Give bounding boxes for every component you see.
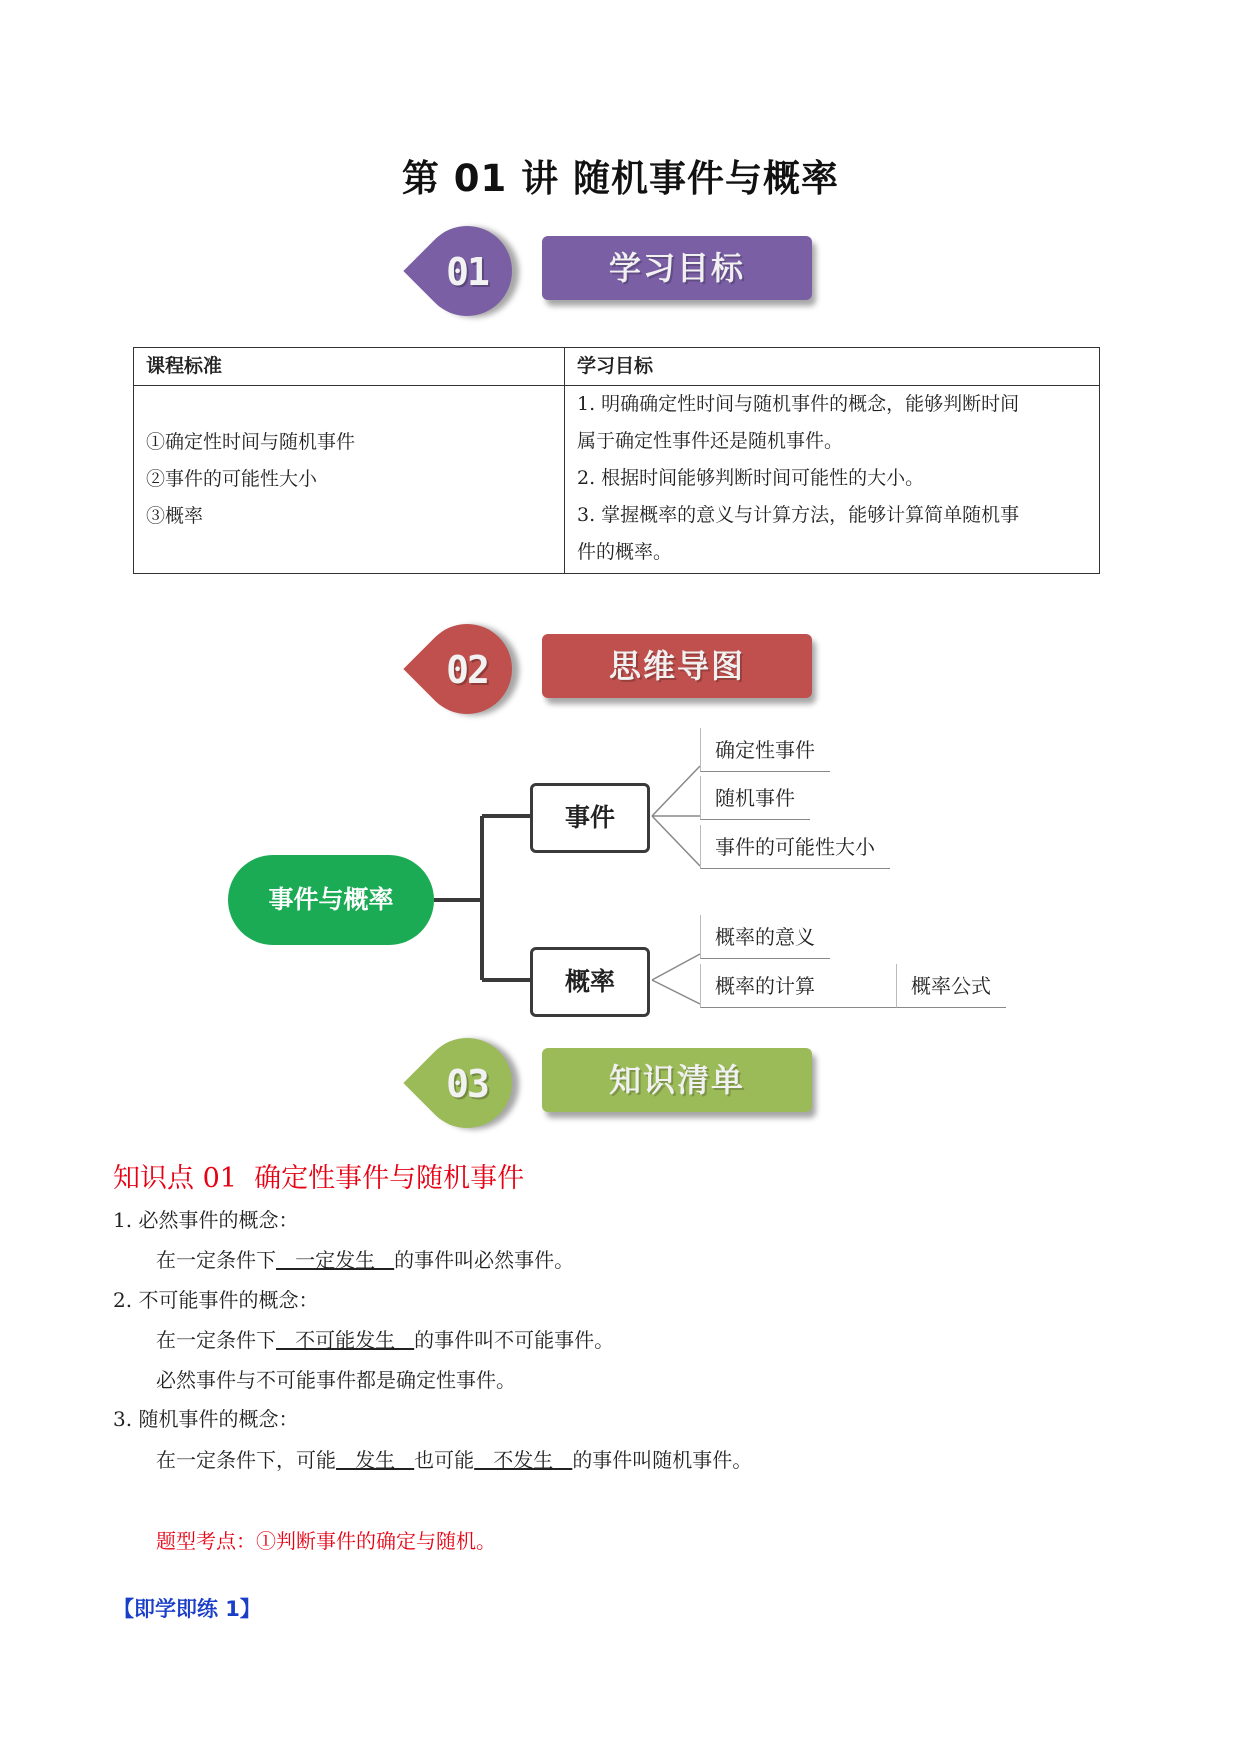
concept-definition: 在一定条件下，可能 发生 也可能 不发生 的事件叫随机事件。	[156, 1448, 753, 1472]
knowledge-point-title	[113, 1156, 524, 1195]
knowledge-point-text: 确定性事件与随机事件	[254, 1163, 525, 1194]
standard-item: ③概率	[146, 505, 204, 527]
concept-heading: 1. 必然事件的概念：	[113, 1208, 299, 1232]
concept-definition: 在一定条件下 一定发生 的事件叫必然事件。	[156, 1248, 575, 1272]
concept-definition: 在一定条件下 不可能发生 的事件叫不可能事件。	[156, 1328, 615, 1352]
fill-blank: 一定发生	[276, 1248, 395, 1272]
mind-map-root: 事件与概率	[228, 855, 434, 945]
page-title: 第 01 讲 随机事件与概率	[401, 157, 840, 200]
goal-line: 属于确定性事件还是随机事件。	[577, 430, 844, 452]
goal-line: 1. 明确确定性时间与随机事件的概念，能够判断时间	[577, 393, 1020, 415]
mind-leaf: 事件的可能性大小	[700, 825, 890, 869]
standard-item: ②事件的可能性大小	[146, 468, 318, 490]
badge-number: 03	[446, 1062, 488, 1106]
practice-label: 【即学即练 1】	[113, 1597, 261, 1621]
table-header-goal: 学习目标	[565, 348, 1100, 386]
mind-leaf: 确定性事件	[700, 728, 830, 772]
goal-line: 2. 根据时间能够判断时间可能性的大小。	[577, 467, 925, 489]
question-type-tip: 题型考点：①判断事件的确定与随机。	[156, 1529, 496, 1553]
mind-leaf: 概率的计算	[700, 964, 900, 1008]
badge-number: 01	[446, 250, 488, 294]
badge-label: 学习目标	[542, 236, 812, 300]
mind-branch-probability: 概率	[530, 947, 650, 1017]
goal-line: 3. 掌握概率的意义与计算方法，能够计算简单随机事	[577, 504, 1020, 526]
standard-item: ①确定性时间与随机事件	[146, 431, 356, 453]
concept-heading: 2. 不可能事件的概念：	[113, 1288, 319, 1312]
table-header-standard: 课程标准	[134, 348, 565, 386]
fill-blank: 发生	[336, 1448, 415, 1472]
mind-branch-event: 事件	[530, 783, 650, 853]
fill-blank: 不发生	[474, 1448, 573, 1472]
badge-label: 思维导图	[542, 634, 812, 698]
knowledge-point-number: 知识点 01	[113, 1163, 237, 1194]
badge-number: 02	[446, 648, 488, 692]
fill-blank: 不可能发生	[276, 1328, 415, 1352]
mind-sub-leaf: 概率公式	[896, 964, 1006, 1008]
concept-note: 必然事件与不可能事件都是确定性事件。	[156, 1368, 516, 1392]
goal-line: 件的概率。	[577, 541, 673, 563]
concept-heading: 3. 随机事件的概念：	[113, 1407, 299, 1431]
mind-leaf: 概率的意义	[700, 915, 830, 959]
mind-leaf: 随机事件	[700, 776, 810, 820]
badge-label: 知识清单	[542, 1048, 812, 1112]
section-badge-03	[420, 1034, 820, 1144]
